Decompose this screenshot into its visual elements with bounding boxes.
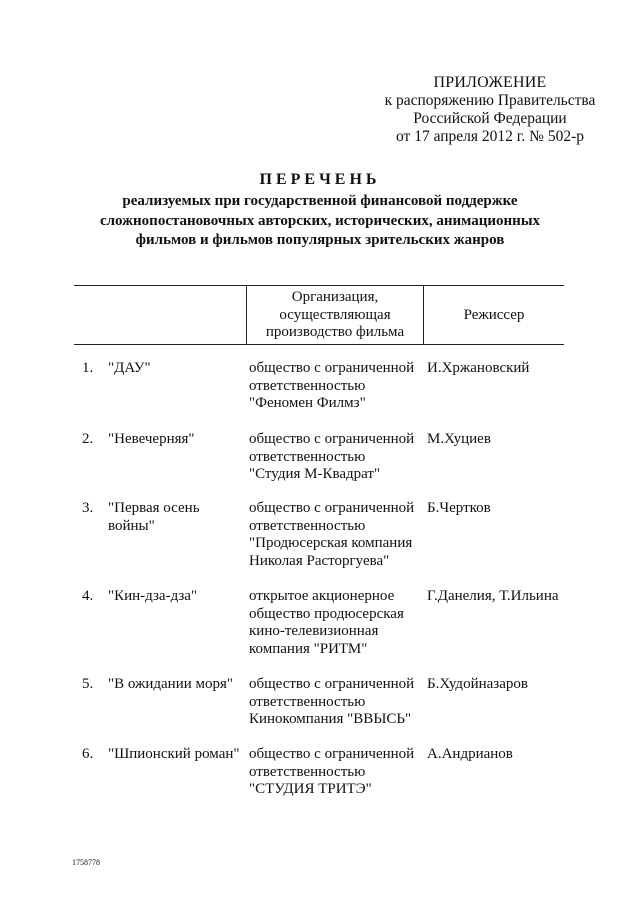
subheading-line: фильмов и фильмов популярных зрительских жанров bbox=[135, 232, 505, 248]
organization-line: ответственностью bbox=[249, 517, 366, 534]
row-number: 5. bbox=[82, 676, 94, 692]
organization-line: общество с ограниченной bbox=[249, 746, 415, 762]
header-org-line: осуществляющая bbox=[279, 306, 391, 323]
director: И.Хржановский bbox=[427, 360, 530, 376]
header-director: Режиссер bbox=[463, 307, 525, 323]
subheading-line: реализуемых при государственной финансовой поддержке bbox=[122, 193, 518, 209]
director: Б.Чертков bbox=[427, 500, 491, 516]
film-title: "ДАУ" bbox=[108, 360, 151, 376]
row-number: 1. bbox=[82, 360, 94, 376]
document-code: 1758778 bbox=[72, 858, 100, 867]
header-org-line: Организация, bbox=[291, 289, 379, 305]
organization-line: "Феномен Филмз" bbox=[249, 395, 366, 411]
organization-line: кино-телевизионная bbox=[249, 623, 379, 639]
appendix-block bbox=[355, 74, 625, 146]
organization-line: "СТУДИЯ ТРИТЭ" bbox=[249, 781, 372, 797]
director: Б.Худойназаров bbox=[427, 676, 528, 692]
director: А.Андрианов bbox=[427, 746, 513, 762]
organization-line: ответственностью bbox=[249, 763, 366, 780]
organization-line: Николая Расторгуева" bbox=[249, 552, 390, 569]
director: М.Хуциев bbox=[427, 431, 491, 447]
organization-line: "Продюсерская компания bbox=[249, 535, 413, 551]
organization-line: ответственностью bbox=[249, 448, 366, 465]
header-org-line: производство фильма bbox=[265, 324, 405, 340]
appendix-title: ПРИЛОЖЕНИЕ bbox=[433, 74, 547, 91]
organization-line: общество с ограниченной bbox=[249, 676, 415, 692]
film-title: "Кин-дза-дза" bbox=[108, 588, 198, 604]
appendix-line: Российской Федерации bbox=[413, 110, 567, 127]
film-title: "В ожидании моря" bbox=[108, 676, 234, 692]
row-number: 2. bbox=[82, 431, 94, 447]
appendix-line: от 17 апреля 2012 г. № 502-р bbox=[396, 128, 584, 145]
organization-line: общество с ограниченной bbox=[249, 360, 415, 376]
organization-line: ответственностью bbox=[249, 377, 366, 394]
row-number: 3. bbox=[82, 500, 94, 516]
organization-line: общество с ограниченной bbox=[249, 431, 415, 447]
director: Г.Данелия, Т.Ильина bbox=[427, 588, 559, 604]
organization bbox=[249, 500, 424, 570]
subheading-line: сложнопостановочных авторских, исторических, анимационных bbox=[99, 212, 541, 229]
organization bbox=[249, 746, 424, 799]
row-number: 6. bbox=[82, 746, 94, 762]
organization-line: Кинокомпания "ВВЫСЬ" bbox=[249, 711, 412, 727]
organization-line: общество продюсерская bbox=[249, 605, 404, 622]
table-header bbox=[74, 285, 564, 345]
organization bbox=[249, 431, 424, 484]
film-title: "Первая осень войны" bbox=[108, 500, 200, 534]
film-title: "Шпионский роман" bbox=[108, 746, 240, 762]
document-subheading bbox=[60, 192, 580, 251]
organization bbox=[249, 360, 424, 413]
organization-line: ответственностью bbox=[249, 693, 366, 710]
row-number: 4. bbox=[82, 588, 94, 604]
header-organization bbox=[246, 286, 424, 344]
organization-line: общество с ограниченной bbox=[249, 500, 415, 516]
organization bbox=[249, 588, 424, 658]
organization-line: компания "РИТМ" bbox=[249, 640, 368, 657]
organization bbox=[249, 676, 424, 729]
appendix-line: к распоряжению Правительства bbox=[384, 92, 596, 109]
document-heading: ПЕРЕЧЕНЬ bbox=[259, 171, 381, 188]
organization-line: "Студия М-Квадрат" bbox=[249, 466, 381, 482]
organization-line: открытое акционерное bbox=[249, 588, 395, 604]
film-title: "Невечерняя" bbox=[108, 431, 195, 447]
